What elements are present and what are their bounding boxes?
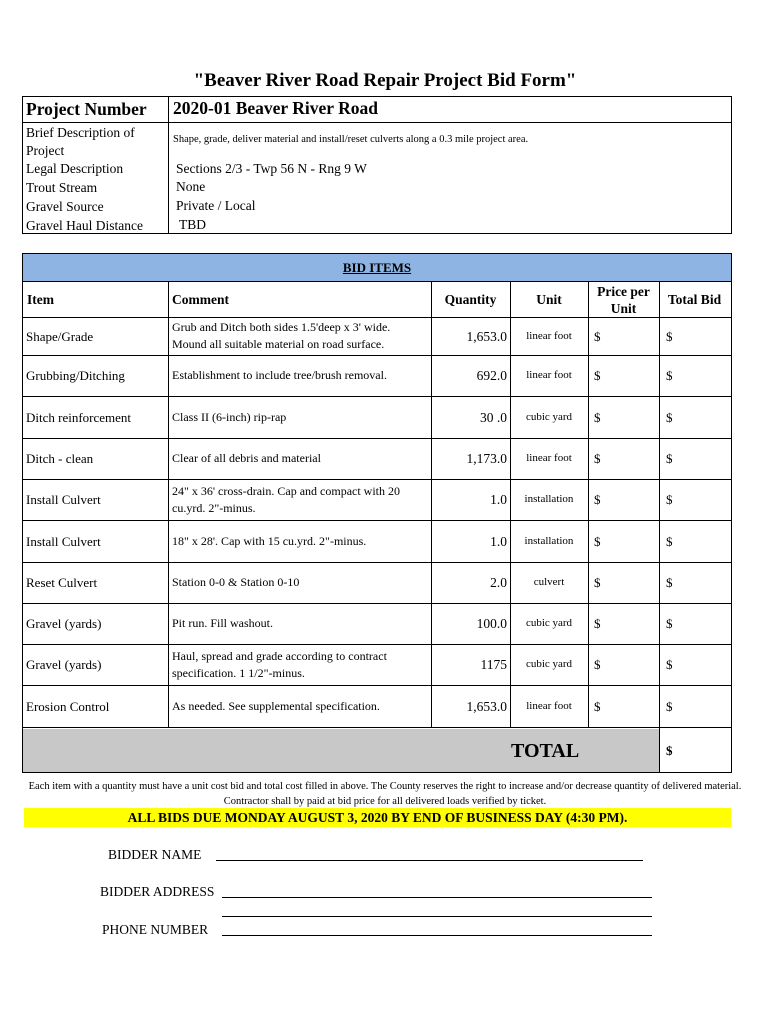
column-divider [510,282,511,727]
phone-number-line[interactable] [222,935,652,936]
row-price-input[interactable]: $ [594,533,601,549]
row-quantity: 1,653.0 [466,698,507,714]
row-quantity: 1,653.0 [466,328,507,344]
gravel-haul-value: TBD [179,217,206,232]
bid-note: Each item with a quantity must have a unit cost bid and total cost filled in above. The County reserves the right to increase and/or decrease quantity of delivered material. Contractor shall by paid at bid price for all delivered loads verified by ticket. [28,781,742,807]
row-unit: culvert [533,576,565,588]
row-total-input[interactable]: $ [666,451,673,466]
trout-stream-label: Trout Stream [26,180,98,195]
header-total-bid: Total Bid [667,292,722,307]
legal-description-value: Sections 2/3 - Twp 56 N - Rng 9 W [176,161,367,176]
row-item: Ditch reinforcement [26,409,132,425]
project-info-box [22,96,732,234]
row-item: Erosion Control [26,698,110,714]
row-quantity: 2.0 [490,575,507,590]
row-unit: installation [524,534,574,547]
bidder-address-label: BIDDER ADDRESS [100,884,215,899]
row-item: Gravel (yards) [26,616,102,631]
row-comment: Haul, spread and grade according to contract specification. 1 1/2"-minus. [172,648,387,680]
row-total-input[interactable]: $ [666,657,673,672]
row-comment: As needed. See supplemental specification. [172,698,380,713]
row-unit: cubic yard [525,658,573,670]
row-total-input[interactable]: $ [666,492,673,507]
header-item: Item [27,292,54,307]
row-price-input[interactable]: $ [594,657,601,672]
row-total-input[interactable]: $ [666,328,673,344]
row-item: Install Culvert [26,492,101,507]
row-price-input[interactable]: $ [594,409,601,425]
row-total-input[interactable]: $ [666,368,673,383]
row-total-input[interactable]: $ [666,575,673,590]
row-item: Reset Culvert [26,575,98,590]
column-divider [588,282,589,727]
brief-description-label: Brief Description of Project [26,125,135,158]
bidder-name-label: BIDDER NAME [108,847,202,862]
total-label: TOTAL [511,740,580,762]
trout-stream-value: None [176,179,206,194]
row-comment: 18" x 28'. Cap with 15 cu.yrd. 2"-minus. [172,533,367,548]
row-comment: Station 0-0 & Station 0-10 [172,575,300,589]
row-price-input[interactable]: $ [594,492,601,507]
gravel-haul-label: Gravel Haul Distance [26,218,143,233]
header-price-per-unit: Price per Unit [597,283,650,316]
project-number-label: Project Number [26,99,147,119]
row-quantity: 100.0 [476,616,507,631]
row-total-input[interactable]: $ [666,698,673,714]
row-quantity: 30 .0 [480,409,507,425]
legal-description-label: Legal Description [26,161,124,176]
row-quantity: 1.0 [490,492,507,507]
row-quantity: 1175 [480,657,507,672]
total-value[interactable]: $ [666,743,673,758]
row-quantity: 1,173.0 [466,451,507,466]
row-total-input[interactable]: $ [666,409,673,425]
bidder-address-line[interactable] [222,897,652,898]
row-comment: Clear of all debris and material [172,451,321,465]
brief-description-value: Shape, grade, deliver material and install/reset culverts along a 0.3 mile project area. [173,134,529,145]
gravel-source-value: Private / Local [176,198,256,213]
row-comment: Grub and Ditch both sides 1.5'deep x 3' wide. Mound all suitable material on road surface. [172,320,391,351]
header-quantity: Quantity [444,292,497,307]
row-unit: cubic yard [525,617,573,629]
bid-items-banner: BID ITEMS [23,254,731,282]
row-item: Shape/Grade [26,328,94,344]
row-unit: installation [524,493,574,505]
bidder-name-line[interactable] [216,860,643,861]
row-unit: cubic yard [525,410,573,423]
bidder-address-line-2[interactable] [222,916,652,917]
column-divider [431,282,432,727]
row-item: Grubbing/Ditching [26,368,125,383]
column-divider [168,282,169,727]
row-unit: linear foot [526,369,572,381]
row-price-input[interactable]: $ [594,368,601,383]
row-price-input[interactable]: $ [594,328,601,344]
row-unit: linear foot [526,329,572,342]
header-comment: Comment [172,292,229,307]
row-total-input[interactable]: $ [666,616,673,631]
due-notice: ALL BIDS DUE MONDAY AUGUST 3, 2020 BY END OF BUSINESS DAY (4:30 PM). [24,808,731,827]
row-comment: Class II (6-inch) rip-rap [172,409,287,424]
row-price-input[interactable]: $ [594,616,601,631]
row-unit: linear foot [526,452,572,464]
gravel-source-label: Gravel Source [26,199,104,214]
phone-number-label: PHONE NUMBER [102,922,209,937]
row-quantity: 1.0 [490,533,507,549]
row-total-input[interactable]: $ [666,533,673,549]
row-unit: linear foot [526,699,572,712]
row-quantity: 692.0 [476,368,507,383]
row-item: Install Culvert [26,533,101,549]
row-price-input[interactable]: $ [594,575,601,590]
row-price-input[interactable]: $ [594,698,601,714]
row-item: Gravel (yards) [26,657,102,672]
header-unit: Unit [536,292,562,307]
row-divider [23,727,731,728]
form-title: "Beaver River Road Repair Project Bid Form" [193,70,577,91]
project-number-value: 2020-01 Beaver River Road [173,98,378,118]
row-comment: 24" x 36' cross-drain. Cap and compact with 20 cu.yrd. 2"-minus. [172,483,401,515]
row-price-input[interactable]: $ [594,451,601,466]
bid-items-table [22,253,732,773]
row-comment: Pit run. Fill washout. [172,616,274,630]
row-item: Ditch - clean [26,451,94,466]
row-comment: Establishment to include tree/brush removal. [172,368,387,382]
